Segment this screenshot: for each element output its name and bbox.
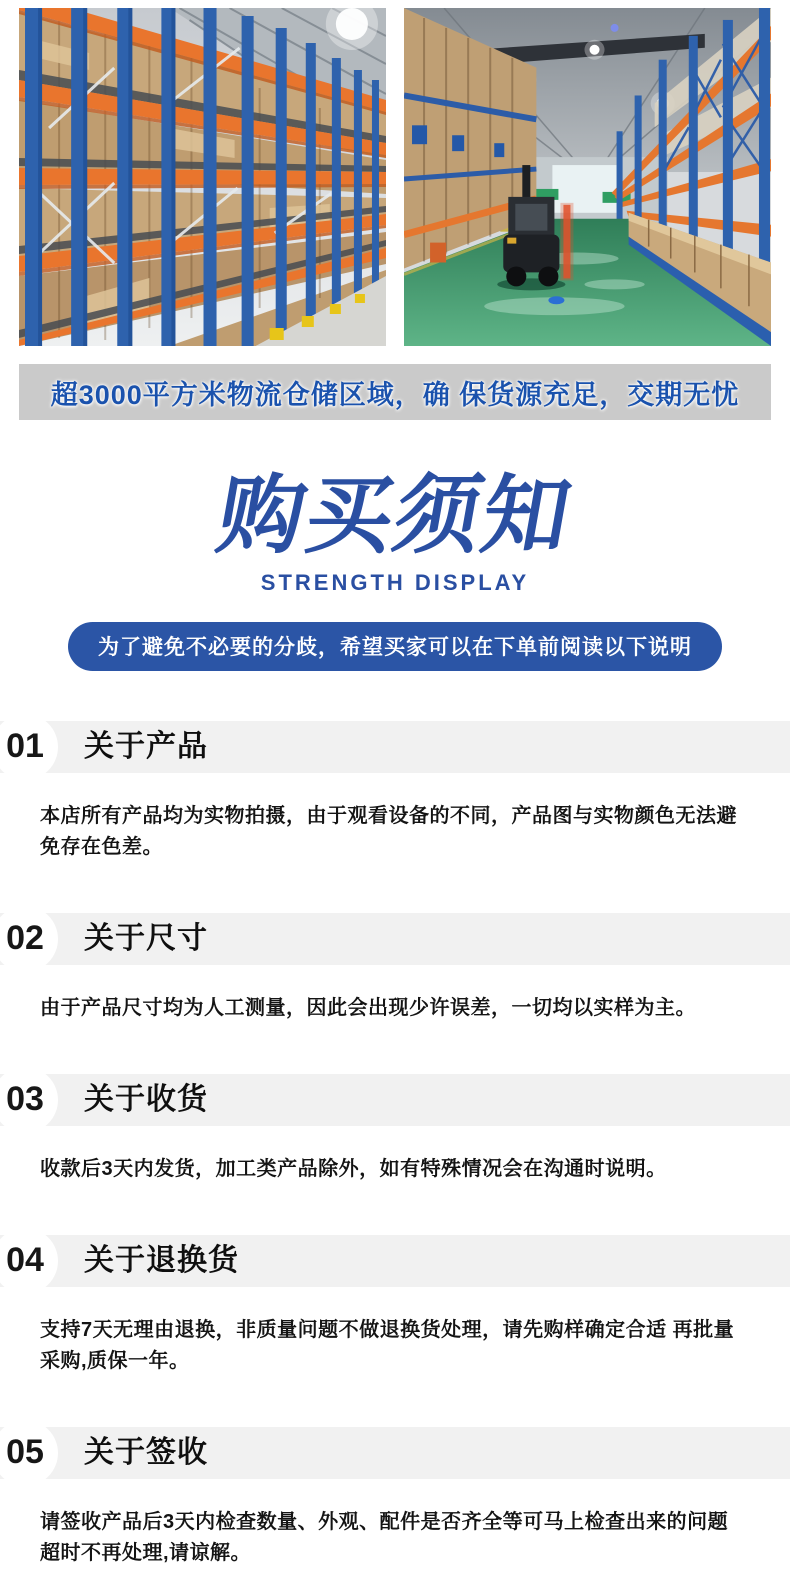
section-body: 本店所有产品均为实物拍摄，由于观看设备的不同，产品图与实物颜色无法避免存在色差。 [40, 804, 737, 858]
section-body: 支持7天无理由退换，非质量问题不做退换货处理，请先购样确定合适 再批量采购,质保一年。 [40, 1318, 735, 1372]
photo-row [0, 0, 790, 346]
section-about-receiving [0, 1074, 790, 1185]
section-number-badge: 04 [0, 1228, 58, 1294]
section-number-badge: 02 [0, 906, 58, 972]
section-title: 关于产品 [84, 729, 208, 763]
section-title: 关于签收 [84, 1435, 208, 1469]
section-header [0, 913, 790, 965]
warehouse-rack-illustration [19, 8, 386, 346]
section-header [0, 1427, 790, 1479]
section-body: 收款后3天内发货，加工类产品除外，如有特殊情况会在沟通时说明。 [40, 1157, 667, 1180]
section-body: 请签收产品后3天内检查数量、外观、配件是否齐全等可马上检查出来的问题 超时不再处理,请谅解。 [40, 1510, 729, 1564]
warehouse-slogan-text: 超3000平方米物流仓储区域，确 保货源充足，交期无忧 [50, 379, 740, 410]
section-about-returns [0, 1235, 790, 1377]
section-title: 关于退换货 [84, 1243, 239, 1277]
purchase-notice-title-block [0, 468, 790, 596]
section-header [0, 721, 790, 773]
warehouse-slogan-banner [19, 364, 771, 420]
section-about-size [0, 913, 790, 1024]
section-about-product [0, 721, 790, 863]
section-title: 关于尺寸 [84, 921, 208, 955]
section-header [0, 1235, 790, 1287]
warehouse-photo-left [19, 8, 386, 346]
section-body: 由于产品尺寸均为人工测量，因此会出现少许误差，一切均以实样为主。 [40, 996, 696, 1019]
section-header [0, 1074, 790, 1126]
section-title: 关于收货 [84, 1082, 208, 1116]
purchase-notice-subtitle: STRENGTH DISPLAY [260, 569, 530, 595]
notice-pill: 为了避免不必要的分歧，希望买家可以在下单前阅读以下说明 [68, 622, 722, 671]
section-number-badge: 03 [0, 1067, 58, 1133]
section-number-badge: 05 [0, 1420, 58, 1486]
notice-pill-wrap [0, 622, 790, 671]
purchase-notice-title: 购买须知 [210, 468, 580, 564]
section-number-badge: 01 [0, 714, 58, 780]
warehouse-photo-right [404, 8, 771, 346]
section-about-signing [0, 1427, 790, 1569]
warehouse-aisle-illustration [404, 8, 771, 346]
